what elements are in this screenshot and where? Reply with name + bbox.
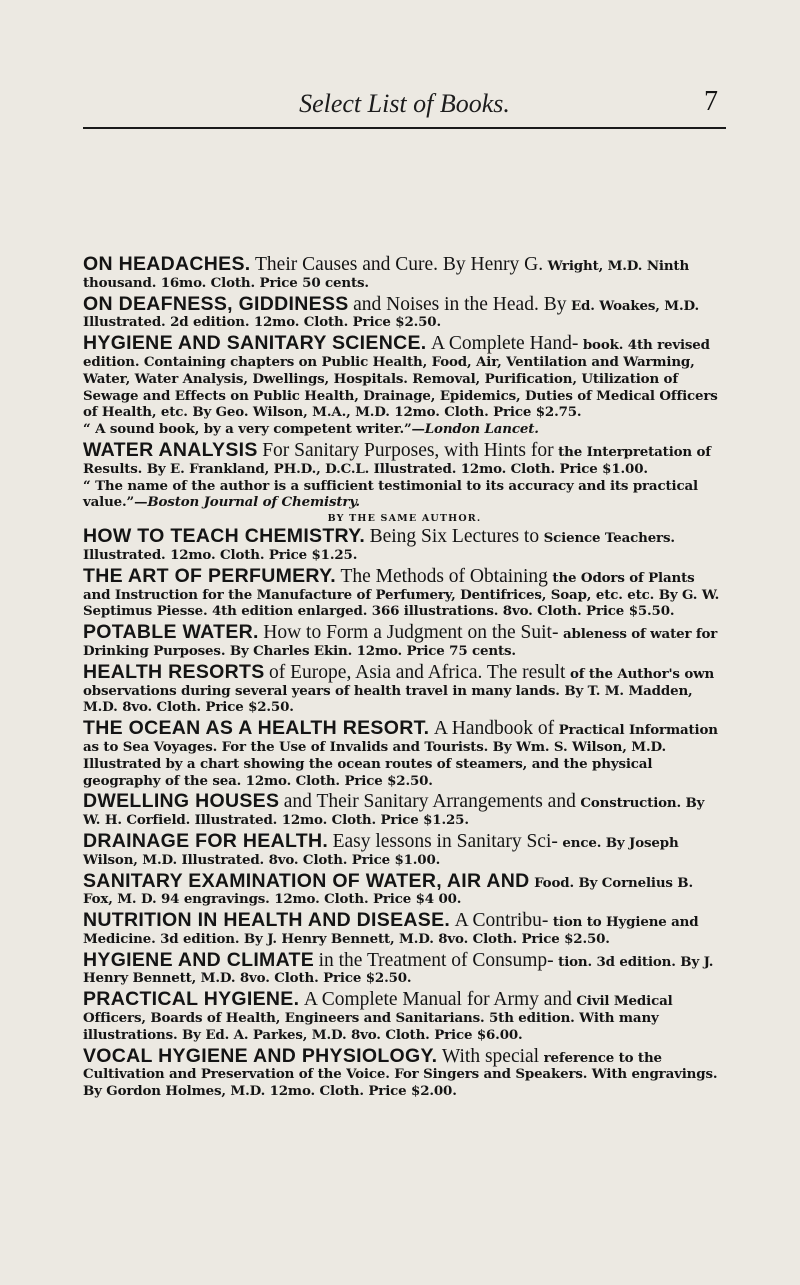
review-quote [83,421,726,438]
entry-paragraph [83,621,726,660]
entry-paragraph [83,948,726,988]
entry-paragraph [83,869,726,909]
page-number: 7 [704,86,718,117]
book-entry [83,988,726,1043]
book-title: POTABLE WATER. [83,621,259,644]
book-details: Science Teachers. Illustrated. 12mo. Cloth. Price $1.25. [83,530,675,563]
entry-paragraph [83,790,726,829]
book-title: HYGIENE AND CLIMATE [83,948,315,971]
book-subtitle: A Complete Hand- [431,333,579,355]
quote-text: “ The name of the author is a sufficient testimonial to its accuracy and its practical value.”— [83,477,698,511]
book-title: HEALTH RESORTS [83,660,265,683]
entry-paragraph [83,438,726,478]
entry-paragraph [83,1044,726,1100]
book-subtitle: A Contribu- [454,910,549,932]
book-subtitle: The Methods of Obtaining [340,565,548,587]
book-subtitle: and Noises in the Head. By [353,293,567,315]
book-subtitle: With special [441,1045,540,1067]
book-subtitle: For Sanitary Purposes, with Hints for [262,439,554,461]
book-subtitle: A Complete Manual for Army and [303,989,572,1011]
entry-paragraph [83,717,726,789]
entry-paragraph [83,564,726,620]
same-author-note: BY THE SAME AUTHOR. [327,513,482,525]
book-entry [83,564,726,620]
book-details: Civil Medical Officers, Boards of Health, Engineers and Sanitarians. 5th edition. With many illustrations. By Ed. A. Parkes, M.D. 8vo. Cloth. Price $6.00. [83,993,673,1043]
book-details: ence. By Joseph Wilson, M.D. Illustrated. 8vo. Cloth. Price $1.00. [83,834,679,868]
book-subtitle: Easy lessons in Sanitary Sci- [332,830,558,852]
book-entry [83,332,726,438]
book-entry [83,717,726,789]
book-title: VOCAL HYGIENE AND PHYSIOLOGY. [83,1044,438,1067]
book-details: tion to Hygiene and Medicine. 3d edition. By J. Henry Bennett, M.D. 8vo. Cloth. Price $2.50. [83,914,699,947]
book-details: of the Author's own observations during several years of health travel in many lands. By T. M. Madden, M.D. 8vo. Cloth. Price $2.50. [83,665,715,716]
book-entry [83,829,726,869]
book-entry [83,1044,726,1100]
book-title: SANITARY EXAMINATION OF WATER, AIR AND [83,869,530,892]
book-title: DWELLING HOUSES [83,790,280,813]
entry-paragraph [83,332,726,421]
book-entry [83,438,726,525]
book-details: Construction. By W. H. Corfield. Illustrated. 12mo. Cloth. Price $1.25. [83,795,705,829]
book-title: HYGIENE AND SANITARY SCIENCE. [83,332,427,355]
book-entry [83,621,726,660]
book-subtitle: of Europe, Asia and Africa. The result [269,661,566,683]
book-title: THE OCEAN AS A HEALTH RESORT. [83,717,430,740]
book-title: PRACTICAL HYGIENE. [83,988,300,1011]
running-title: Select List of Books. [299,89,510,118]
header-rule [83,127,726,129]
book-entry [83,660,726,716]
book-details: Ed. Woakes, M.D. Illustrated. 2d edition. 12mo. Cloth. Price $2.50. [83,297,699,331]
book-title: NUTRITION IN HEALTH AND DISEASE. [83,909,451,932]
book-entry [83,909,726,948]
book-title: ON DEAFNESS, GIDDINESS [83,292,349,315]
entry-paragraph [83,660,726,716]
book-details: the Interpretation of Results. By E. Frankland, PH.D., D.C.L. Illustrated. 12mo. Cloth. Price $1.00. [83,443,711,477]
page-header [83,0,726,118]
book-details: reference to the Cultivation and Preservation of the Voice. For Singers and Speakers. With engravings. By Gordon Holmes, M.D. 12mo. Cloth. Price $2.00. [83,1049,718,1100]
entry-paragraph [83,909,726,948]
book-details: the Odors of Plants and Instruction for the Manufacture of Perfumery, Dentifrices, Soap, etc. etc. By G. W. Septimus Piesse. 4th edition enlarged. 366 illustrations. 8vo. Cloth. Price $5.50. [83,569,720,620]
book-entry [83,525,726,564]
book-details: Practical Information as to Sea Voyages. For the Use of Invalids and Tourists. By Wm. S. Wilson, M.D. Illustrated by a chart showing the ocean routes of steamers, and the physical geography of the sea. 12mo. Cloth. Price $2.50. [83,722,718,789]
book-details: book. 4th revised edition. Containing chapters on Public Health, Food, Air, Ventilation and Warming, Water, Water Analysis, Dwellings, Hospitals. Removal, Purification, Utilization of Sewage and Effects on Public Health, Drainage, Epidemics, Duties of Medical Officers of Health, etc. By Geo. Wilson, M.A., M.D. 12mo. Cloth. Price $2.75. [83,337,718,421]
book-entries [83,118,726,1100]
book-details: Food. By Cornelius B. Fox, M. D. 94 engravings. 12mo. Cloth. Price $4 00. [83,874,693,908]
book-subtitle: Being Six Lectures to [369,526,540,548]
book-subtitle: in the Treatment of Consump- [318,949,554,971]
book-entry [83,948,726,988]
book-title: WATER ANALYSIS [83,438,258,461]
book-subtitle: Their Causes and Cure. By Henry G. [255,254,544,275]
book-subtitle: How to Form a Judgment on the Suit- [263,622,559,644]
entry-paragraph [83,525,726,564]
book-title: THE ART OF PERFUMERY. [83,564,336,587]
book-title: DRAINAGE FOR HEALTH. [83,829,329,852]
book-entry [83,790,726,829]
book-title: HOW TO TEACH CHEMISTRY. [83,525,366,548]
entry-paragraph [83,988,726,1043]
entry-paragraph [83,829,726,869]
entry-paragraph [83,292,726,332]
book-details: ableness of water for Drinking Purposes. By Charles Ekin. 12mo. Price 75 cents. [83,626,718,659]
book-title: ON HEADACHES. [83,253,251,275]
entry-paragraph [83,253,726,292]
quote-source: London Lancet. [424,421,539,438]
review-quote [83,478,726,512]
book-entry [83,292,726,332]
book-subtitle: and Their Sanitary Arrangements and [283,791,576,813]
book-subtitle: A Handbook of [433,718,555,740]
book-details: Wright, M.D. Ninth thousand. 16mo. Cloth. Price 50 cents. [83,258,690,291]
quote-text: “ A sound book, by a very competent writer.”— [83,421,425,438]
book-entry [83,869,726,909]
book-entry [83,253,726,292]
book-details: tion. 3d edition. By J. Henry Bennett, M.D. 8vo. Cloth. Price $2.50. [83,953,714,987]
quote-source: Boston Journal of Chemistry. [147,494,360,511]
